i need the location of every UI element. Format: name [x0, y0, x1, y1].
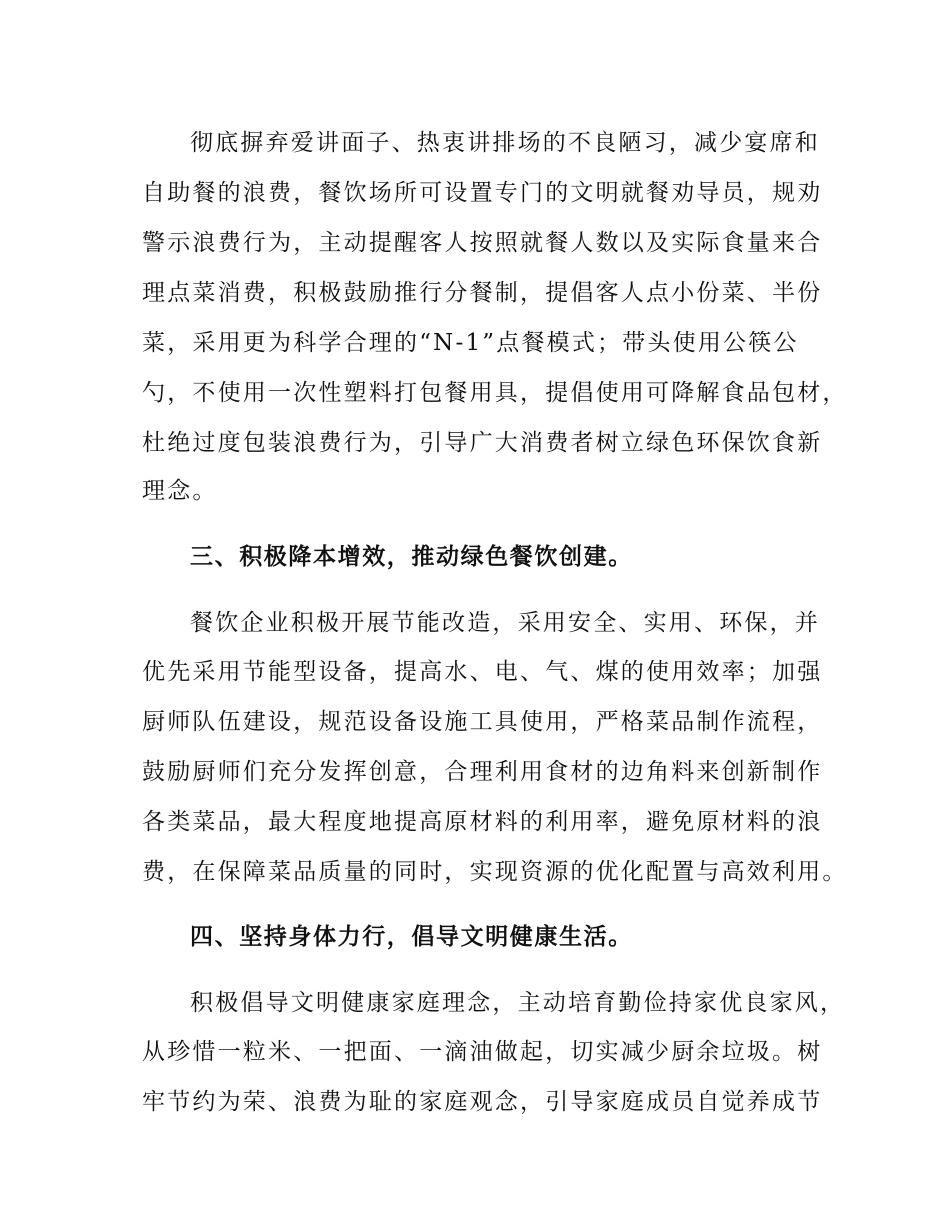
paragraph-1-line-8: 理念。 — [142, 478, 218, 504]
paragraph-2-line-6: 费，在保障菜品质量的同时，实现资源的优化配置与高效利用。 — [142, 859, 848, 885]
paragraph-1-line-6: 勺，不使用一次性塑料打包餐用具，提倡使用可降解食品包材， — [142, 380, 848, 406]
section-heading-3: 三、积极降本增效，推动绿色餐饮创建。 — [190, 544, 633, 570]
paragraph-2-line-1: 餐饮企业积极开展节能改造，采用安全、实用、环保，并 — [190, 610, 820, 636]
paragraph-2-line-2: 优先采用节能型设备，提高水、电、气、煤的使用效率；加强 — [142, 659, 823, 685]
paragraph-2-line-3: 厨师队伍建设，规范设备设施工具使用，严格菜品制作流程， — [142, 709, 823, 735]
paragraph-3-line-1: 积极倡导文明健康家庭理念，主动培育勤俭持家优良家风， — [190, 990, 846, 1016]
paragraph-3-line-3: 牢节约为荣、浪费为耻的家庭观念，引导家庭成员自觉养成节 — [142, 1089, 823, 1115]
section-heading-4: 四、坚持身体力行，倡导文明健康生活。 — [190, 924, 633, 950]
paragraph-1-line-5: 菜，采用更为科学合理的“N-1”点餐模式；带头使用公筷公 — [142, 330, 799, 356]
paragraph-1-line-1: 彻底摒弃爱讲面子、热衷讲排场的不良陋习，减少宴席和 — [190, 130, 820, 156]
paragraph-2-line-5: 各类菜品，最大程度地提高原材料的利用率，避免原材料的浪 — [142, 809, 823, 835]
paragraph-3-line-2: 从珍惜一粒米、一把面、一滴油做起，切实减少厨余垃圾。树 — [142, 1039, 823, 1065]
paragraph-1-line-3: 警示浪费行为，主动提醒客人按照就餐人数以及实际食量来合 — [142, 230, 823, 256]
paragraph-1-line-7: 杜绝过度包装浪费行为，引导广大消费者树立绿色环保饮食新 — [142, 430, 823, 456]
paragraph-1-line-4: 理点菜消费，积极鼓励推行分餐制，提倡客人点小份菜、半份 — [142, 280, 823, 306]
paragraph-1-line-2: 自助餐的浪费，餐饮场所可设置专门的文明就餐劝导员，规劝 — [142, 180, 823, 206]
paragraph-2-line-4: 鼓励厨师们充分发挥创意，合理利用食材的边角料来创新制作 — [142, 759, 823, 785]
